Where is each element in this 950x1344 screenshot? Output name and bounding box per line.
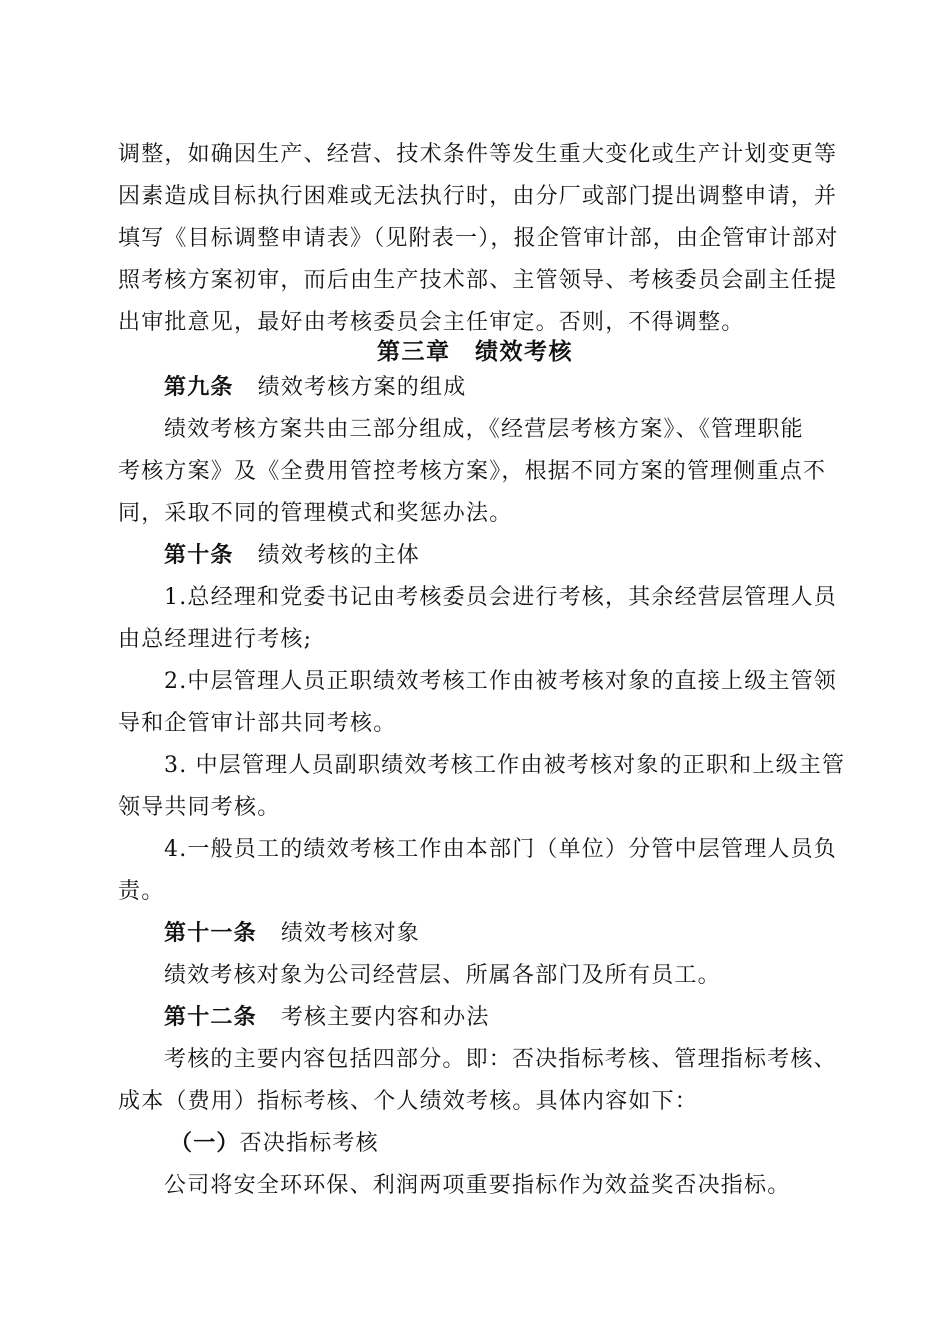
- article-9-heading: [164, 373, 466, 403]
- paragraph-line: 出审批意见，最好由考核委员会主任审定。否则，不得调整。: [118, 310, 745, 335]
- list-item-line: 领导共同考核。: [118, 795, 281, 820]
- paragraph-line: 调整，如确因生产、经营、技术条件等发生重大变化或生产计划变更等: [118, 142, 838, 167]
- paragraph-line: 公司将安全环环保、利润两项重要指标作为效益奖否决指标。: [164, 1173, 791, 1198]
- paragraph-line: 成本（费用）指标考核、个人绩效考核。具体内容如下：: [118, 1089, 699, 1114]
- article-12-title: 考核主要内容和办法: [280, 1005, 490, 1030]
- paragraph-line: 因素造成目标执行困难或无法执行时，由分厂或部门提出调整申请，并: [118, 184, 838, 209]
- list-item-line: 责。: [118, 879, 165, 904]
- article-10-title: 绩效考核的主体: [257, 543, 421, 568]
- subsection-heading: [170, 1129, 379, 1159]
- article-12-label: 第十二条: [164, 1005, 257, 1030]
- paragraph-line: 绩效考核对象为公司经营层、所属各部门及所有员工。: [164, 963, 721, 988]
- list-item-line: 3. 中层管理人员副职绩效考核工作由被考核对象的正职和上级主管: [164, 753, 846, 778]
- list-item-line: 导和企管审计部共同考核。: [118, 711, 397, 736]
- paragraph-line: 考核的主要内容包括四部分。即：否决指标考核、管理指标考核、: [164, 1047, 837, 1072]
- article-11-heading: [164, 919, 420, 949]
- article-11-label: 第十一条: [164, 921, 257, 946]
- list-item-line: 4.一般员工的绩效考核工作由本部门（单位）分管中层管理人员负: [164, 837, 837, 862]
- paragraph-line: 填写《目标调整申请表》（见附表一），报企管审计部，由企管审计部对: [118, 226, 839, 251]
- subsection-title: 否决指标考核: [239, 1131, 379, 1156]
- article-10-heading: [164, 541, 420, 571]
- list-item-line: 2.中层管理人员正职绩效考核工作由被考核对象的直接上级主管领: [164, 669, 837, 694]
- subsection-label: （一）: [170, 1131, 240, 1156]
- article-11-title: 绩效考核对象: [280, 921, 421, 946]
- paragraph-line: 照考核方案初审，而后由生产技术部、主管领导、考核委员会副主任提: [118, 268, 838, 293]
- paragraph-line: 考核方案》及《全费用管控考核方案》，根据不同方案的管理侧重点不: [118, 459, 827, 484]
- article-9-title: 绩效考核方案的组成: [257, 375, 467, 400]
- chapter-title: 第三章 绩效考核: [377, 339, 573, 365]
- paragraph-line: 同，采取不同的管理模式和奖惩办法。: [118, 501, 513, 526]
- article-9-label: 第九条: [164, 375, 234, 400]
- paragraph-line: 绩效考核方案共由三部分组成，《经营层考核方案》、《管理职能: [164, 417, 804, 442]
- list-item-line: 1.总经理和党委书记由考核委员会进行考核，其余经营层管理人员: [164, 585, 837, 610]
- list-item-line: 由总经理进行考核;: [118, 627, 313, 652]
- article-10-label: 第十条: [164, 543, 234, 568]
- article-12-heading: [164, 1003, 490, 1033]
